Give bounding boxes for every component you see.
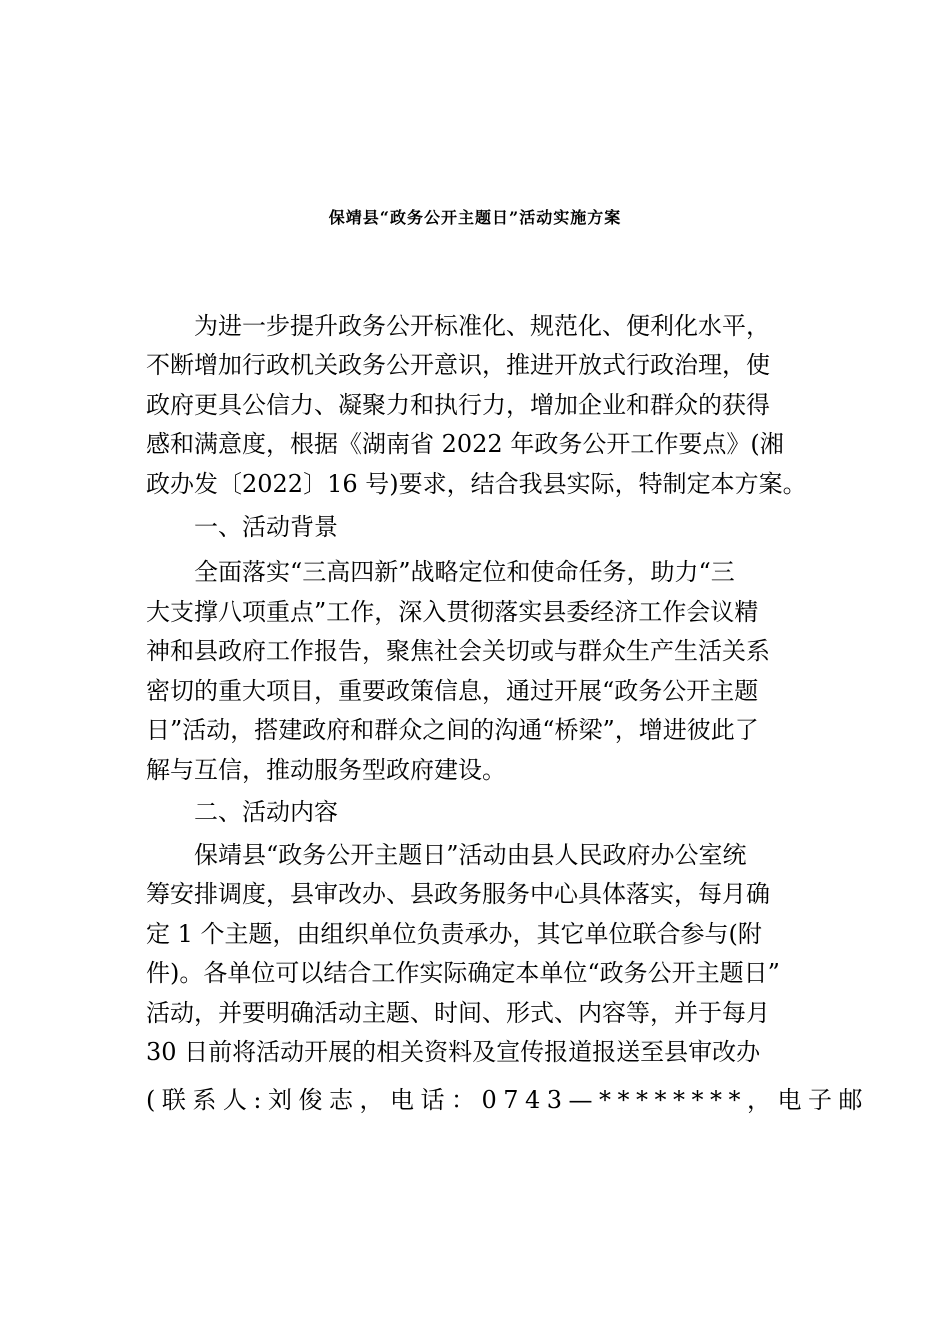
paragraph-line: 大支撑八项重点”工作，深入贯彻落实县委经济工作会议精	[146, 598, 759, 626]
paragraph-line: 保靖县“政务公开主题日”活动由县人民政府办公室统	[194, 841, 747, 869]
paragraph-line: 活动，并要明确活动主题、时间、形式、内容等，并于每月	[146, 999, 770, 1027]
paragraph-line: 件)。各单位可以结合工作实际确定本单位“政务公开主题日”	[146, 959, 780, 987]
paragraph-line: 神和县政府工作报告，聚焦社会关切或与群众生产生活关系	[146, 637, 770, 665]
paragraph-line: 政办发〔2022〕16 号)要求，结合我县实际，特制定本方案。	[146, 470, 807, 498]
paragraph-line: 日”活动，搭建政府和群众之间的沟通“桥梁”，增进彼此了	[146, 716, 759, 744]
paragraph-line: 全面落实“三高四新”战略定位和使命任务，助力“三	[194, 558, 735, 586]
document-title: 保靖县“政务公开主题日”活动实施方案	[328, 208, 622, 227]
paragraph-line: (联系人:刘俊志，电话：0743—********，电子邮	[146, 1086, 870, 1114]
paragraph-line: 感和满意度，根据《湖南省 2022 年政务公开工作要点》(湘	[146, 430, 784, 458]
section-heading-content: 二、活动内容	[194, 798, 338, 826]
paragraph-line: 密切的重大项目，重要政策信息，通过开展“政务公开主题	[146, 677, 759, 705]
paragraph-line: 为进一步提升政务公开标准化、规范化、便利化水平，	[194, 312, 770, 340]
paragraph-line: 解与互信，推动服务型政府建设。	[146, 756, 506, 784]
section-heading-background: 一、活动背景	[194, 513, 338, 541]
paragraph-line: 定 1 个主题，由组织单位负责承办，其它单位联合参与(附	[146, 920, 762, 948]
paragraph-line: 不断增加行政机关政务公开意识，推进开放式行政治理，使	[146, 351, 770, 379]
paragraph-line: 筹安排调度，县审改办、县政务服务中心具体落实，每月确	[146, 880, 770, 908]
paragraph-line: 政府更具公信力、凝聚力和执行力，增加企业和群众的获得	[146, 391, 770, 419]
paragraph-line: 30 日前将活动开展的相关资料及宣传报道报送至县审改办	[146, 1038, 761, 1066]
